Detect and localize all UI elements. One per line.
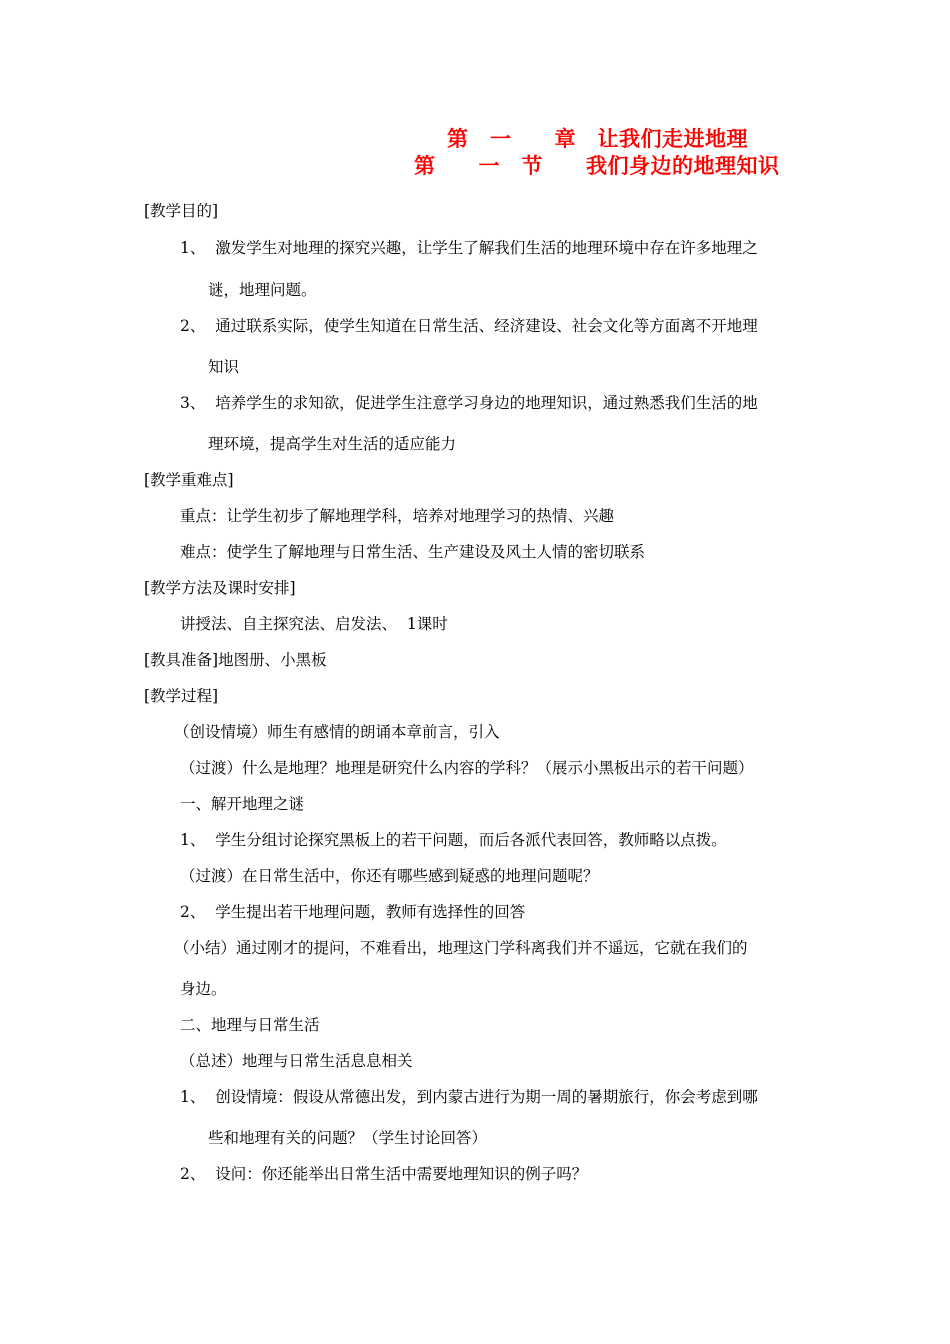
objective-1: 1、 激发学生对地理的探究兴趣，让学生了解我们生活的地理环境中存在许多地理之 — [180, 239, 758, 257]
chapter-title: 第 一 章 让我们走进地理 — [447, 126, 748, 151]
heading-teaching-aids: [教具准备]地图册、小黑板 — [144, 651, 327, 669]
section-heading-2: 二、地理与日常生活 — [180, 1016, 320, 1034]
process-step-2: 2、 学生提出若干地理问题，教师有选择性的回答 — [180, 903, 526, 921]
overview: （总述）地理与日常生活息息相关 — [180, 1052, 413, 1070]
process-transition-2: （过渡）在日常生活中，你还有哪些感到疑惑的地理问题呢？ — [180, 867, 599, 885]
activity-1: 1、 创设情境：假设从常德出发，到内蒙古进行为期一周的暑期旅行，你会考虑到哪 — [180, 1088, 758, 1106]
heading-teaching-objectives: [教学目的] — [144, 202, 219, 220]
objective-2-continued: 知识 — [208, 358, 240, 376]
objective-1-continued: 谜，地理问题。 — [208, 281, 317, 299]
process-transition-1: （过渡）什么是地理？地理是研究什么内容的学科？（展示小黑板出示的若干问题） — [180, 759, 754, 777]
objective-2: 2、 通过联系实际，使学生知道在日常生活、经济建设、社会文化等方面离不开地理 — [180, 317, 758, 335]
heading-teaching-process: [教学过程] — [144, 687, 219, 705]
process-summary: （小结）通过刚才的提问，不难看出，地理这门学科离我们并不遥远，它就在我们的 — [174, 939, 748, 957]
activity-2: 2、 设问：你还能举出日常生活中需要地理知识的例子吗？ — [180, 1165, 588, 1183]
heading-methods: [教学方法及课时安排] — [144, 579, 296, 597]
section-heading-1: 一、解开地理之谜 — [180, 795, 305, 813]
process-step-1: 1、 学生分组讨论探究黑板上的若干问题，而后各派代表回答，教师略以点拨。 — [180, 831, 727, 849]
difficult-point: 难点：使学生了解地理与日常生活、生产建设及风土人情的密切联系 — [180, 543, 646, 561]
heading-key-points: [教学重难点] — [144, 471, 234, 489]
process-intro: （创设情境）师生有感情的朗诵本章前言，引入 — [174, 723, 500, 741]
objective-3: 3、 培养学生的求知欲，促进学生注意学习身边的地理知识，通过熟悉我们生活的地 — [180, 394, 758, 412]
objective-3-continued: 理环境，提高学生对生活的适应能力 — [208, 435, 457, 453]
methods-text: 讲授法、自主探究法、启发法、 1课时 — [180, 615, 448, 633]
process-summary-continued: 身边。 — [180, 980, 227, 998]
section-title: 第 一 节 我们身边的地理知识 — [414, 153, 780, 178]
key-point: 重点：让学生初步了解地理学科，培养对地理学习的热情、兴趣 — [180, 507, 615, 525]
activity-1-continued: 些和地理有关的问题？（学生讨论回答） — [208, 1129, 488, 1147]
